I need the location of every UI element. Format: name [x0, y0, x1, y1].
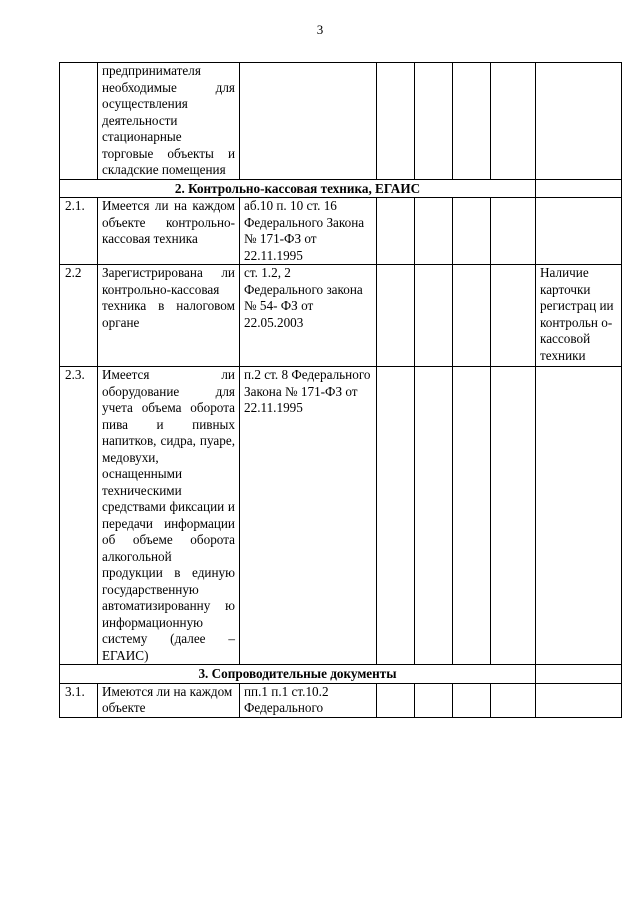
reference-cell: ст. 1.2, 2 Федерального закона № 54- ФЗ от 22.05.2003 [240, 265, 377, 367]
answer-no-cell [415, 63, 453, 180]
table-row [60, 198, 622, 265]
question-cell: предпринимателя необходимые для осуществления деятельности стационарные торговые объекты и складские помещения [98, 63, 240, 180]
answer-no-cell [415, 683, 453, 717]
answer-extra-cell [491, 683, 536, 717]
section-side-cell [536, 665, 622, 684]
note-cell: Наличие карточки регистрац ии контрольн о-кассовой техники [536, 265, 622, 367]
note-cell [536, 367, 622, 665]
note-cell [536, 683, 622, 717]
row-number: 3.1. [60, 683, 98, 717]
answer-no-cell [415, 198, 453, 265]
answer-extra-cell [491, 198, 536, 265]
page-number: 3 [316, 22, 324, 37]
answer-yes-cell [377, 63, 415, 180]
question-cell: Зарегистрирована ли контрольно-кассовая техника в налоговом органе [98, 265, 240, 367]
answer-extra-cell [491, 63, 536, 180]
section-title: 2. Контрольно-кассовая техника, ЕГАИС [60, 179, 536, 198]
answer-yes-cell [377, 198, 415, 265]
section-header-row [60, 179, 622, 198]
question-cell: Имеется ли на каждом объекте контрольно-кассовая техника [98, 198, 240, 265]
answer-extra-cell [491, 265, 536, 367]
reference-cell: аб.10 п. 10 ст. 16 Федерального Закона № 171-ФЗ от 22.11.1995 [240, 198, 377, 265]
row-number [60, 63, 98, 180]
answer-na-cell [453, 198, 491, 265]
section-side-cell [536, 179, 622, 198]
row-number: 2.3. [60, 367, 98, 665]
reference-cell: п.2 ст. 8 Федерального Закона № 171-ФЗ от 22.11.1995 [240, 367, 377, 665]
question-cell: Имеются ли на каждом объекте [98, 683, 240, 717]
answer-yes-cell [377, 367, 415, 665]
answer-yes-cell [377, 683, 415, 717]
question-cell: Имеется ли оборудование для учета объема оборота пива и пивных напитков, сидра, пуаре, медовухи, оснащенными техническими средствами фиксации и передачи информации об объеме оборота алкогольной продукции в единую государственную автоматизированну ю информационную систему (далее – ЕГАИС) [98, 367, 240, 665]
reference-cell: пп.1 п.1 ст.10.2 Федерального [240, 683, 377, 717]
row-number: 2.1. [60, 198, 98, 265]
note-cell [536, 63, 622, 180]
answer-yes-cell [377, 265, 415, 367]
answer-no-cell [415, 367, 453, 665]
answer-no-cell [415, 265, 453, 367]
answer-extra-cell [491, 367, 536, 665]
answer-na-cell [453, 367, 491, 665]
section-title: 3. Сопроводительные документы [60, 665, 536, 684]
table-row [60, 63, 622, 180]
answer-na-cell [453, 683, 491, 717]
row-number: 2.2 [60, 265, 98, 367]
answer-na-cell [453, 63, 491, 180]
section-header-row [60, 665, 622, 684]
answer-na-cell [453, 265, 491, 367]
reference-cell [240, 63, 377, 180]
table-row [60, 367, 622, 665]
note-cell [536, 198, 622, 265]
table-row [60, 683, 622, 717]
table-row [60, 265, 622, 367]
checklist-table [59, 62, 622, 718]
